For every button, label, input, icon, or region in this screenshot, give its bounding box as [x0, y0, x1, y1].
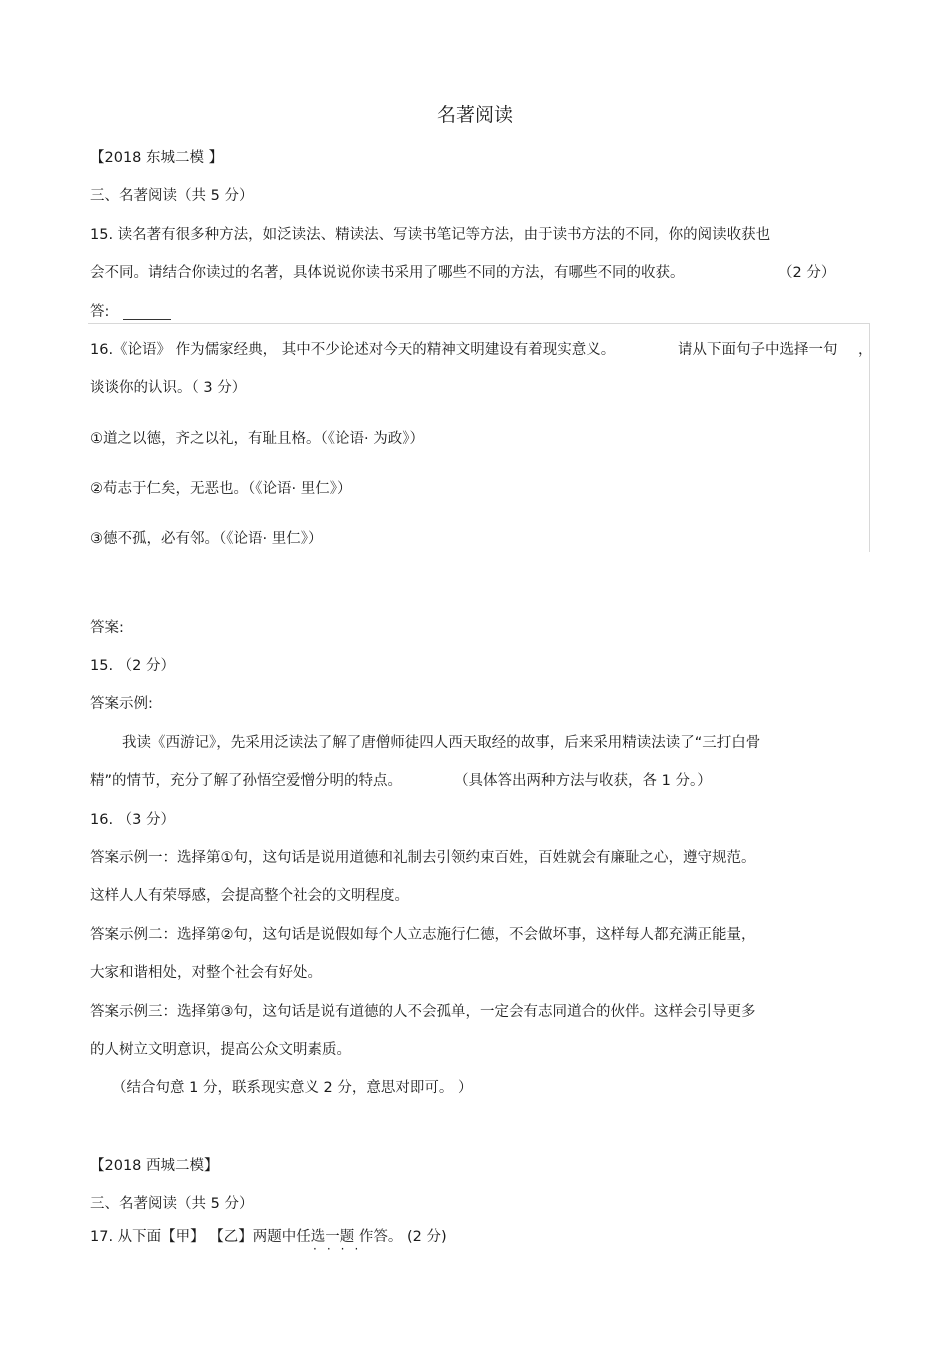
quote-3: ③德不孤，必有邻。（《论语· 里仁》） — [90, 531, 323, 547]
section-heading-2: 三、名著阅读（共 5 分） — [90, 1196, 254, 1212]
question-15-line1: 15. 读名著有很多种方法，如泛读法、精读法、写读书笔记等方法，由于读书方法的不同，你的阅读收获也 — [90, 227, 771, 243]
answer-15-scoring-note: （具体答出两种方法与收获，各 1 分。） — [454, 773, 712, 789]
quote-2: ②苟志于仁矣，无恶也。（《论语· 里仁》） — [90, 481, 352, 497]
section-heading: 三、名著阅读（共 5 分） — [90, 188, 254, 204]
question-16-line2: 谈谈你的认识。（ 3 分） — [90, 380, 247, 396]
answer-16-example2-line1: 答案示例二：选择第②句，这句话是说假如每个人立志施行仁德，不会做坏事，这样每人都充满正能量， — [90, 927, 756, 943]
answer-15-line1: 我读《西游记》，先采用泛读法了解了唐僧师徒四人西天取经的故事，后来采用精读法读了“三打白骨 — [122, 735, 761, 751]
emphasis-dots: ···· — [313, 1242, 369, 1256]
quote-1: ①道之以德，齐之以礼，有耻且格。（《论语· 为政》） — [90, 431, 424, 447]
question-15-score: （2 分） — [778, 265, 836, 281]
answers-label: 答案: — [90, 620, 124, 636]
question-16-line1: 16.《论语》 作为儒家经典， 其中不少论述对今天的精神文明建设有着现实意义。 — [90, 342, 616, 358]
exam-source-tag: 【2018 东城二模 】 — [90, 150, 224, 166]
answer-15-head: 15. （2 分） — [90, 658, 176, 674]
answer-16-head: 16. （3 分） — [90, 812, 176, 828]
question-16-comma: ， — [858, 342, 873, 358]
answer-label: 答: — [90, 304, 110, 320]
page-title: 名著阅读 — [436, 104, 513, 126]
answer-16-example2-line2: 大家和谐相处，对整个社会有好处。 — [90, 965, 322, 981]
answer-16-example1-line2: 这样人人有荣辱感，会提高整个社会的文明程度。 — [90, 888, 409, 904]
answer-blank — [123, 305, 171, 320]
answer-16-scoring-note: （结合句意 1 分，联系现实意义 2 分，意思对即可。 ） — [112, 1080, 473, 1096]
question-15-line2: 会不同。请结合你读过的名著，具体说说你读书采用了哪些不同的方法，有哪些不同的收获。 — [90, 265, 685, 281]
question-16-instruction: 请从下面句子中选择一句 — [678, 342, 838, 358]
question-17: 17. 从下面【甲】 【乙】两题中任选一题 作答。 (2 分) — [90, 1229, 447, 1245]
answer-16-example3-line1: 答案示例三：选择第③句，这句话是说有道德的人不会孤单，一定会有志同道合的伙伴。这样会引导更多 — [90, 1004, 756, 1020]
answer-16-example3-line2: 的人树立文明意识，提高公众文明素质。 — [90, 1042, 351, 1058]
answer-16-example1-line1: 答案示例一：选择第①句，这句话是说用道德和礼制去引领约束百姓，百姓就会有廉耻之心，遵守规范。 — [90, 850, 756, 866]
exam-source-tag-2: 【2018 西城二模】 — [90, 1158, 219, 1174]
answer-15-example-label: 答案示例: — [90, 696, 153, 712]
answer-line — [90, 302, 171, 322]
answer-15-line2: 精”的情节，充分了解了孙悟空爱憎分明的特点。 — [90, 773, 403, 789]
